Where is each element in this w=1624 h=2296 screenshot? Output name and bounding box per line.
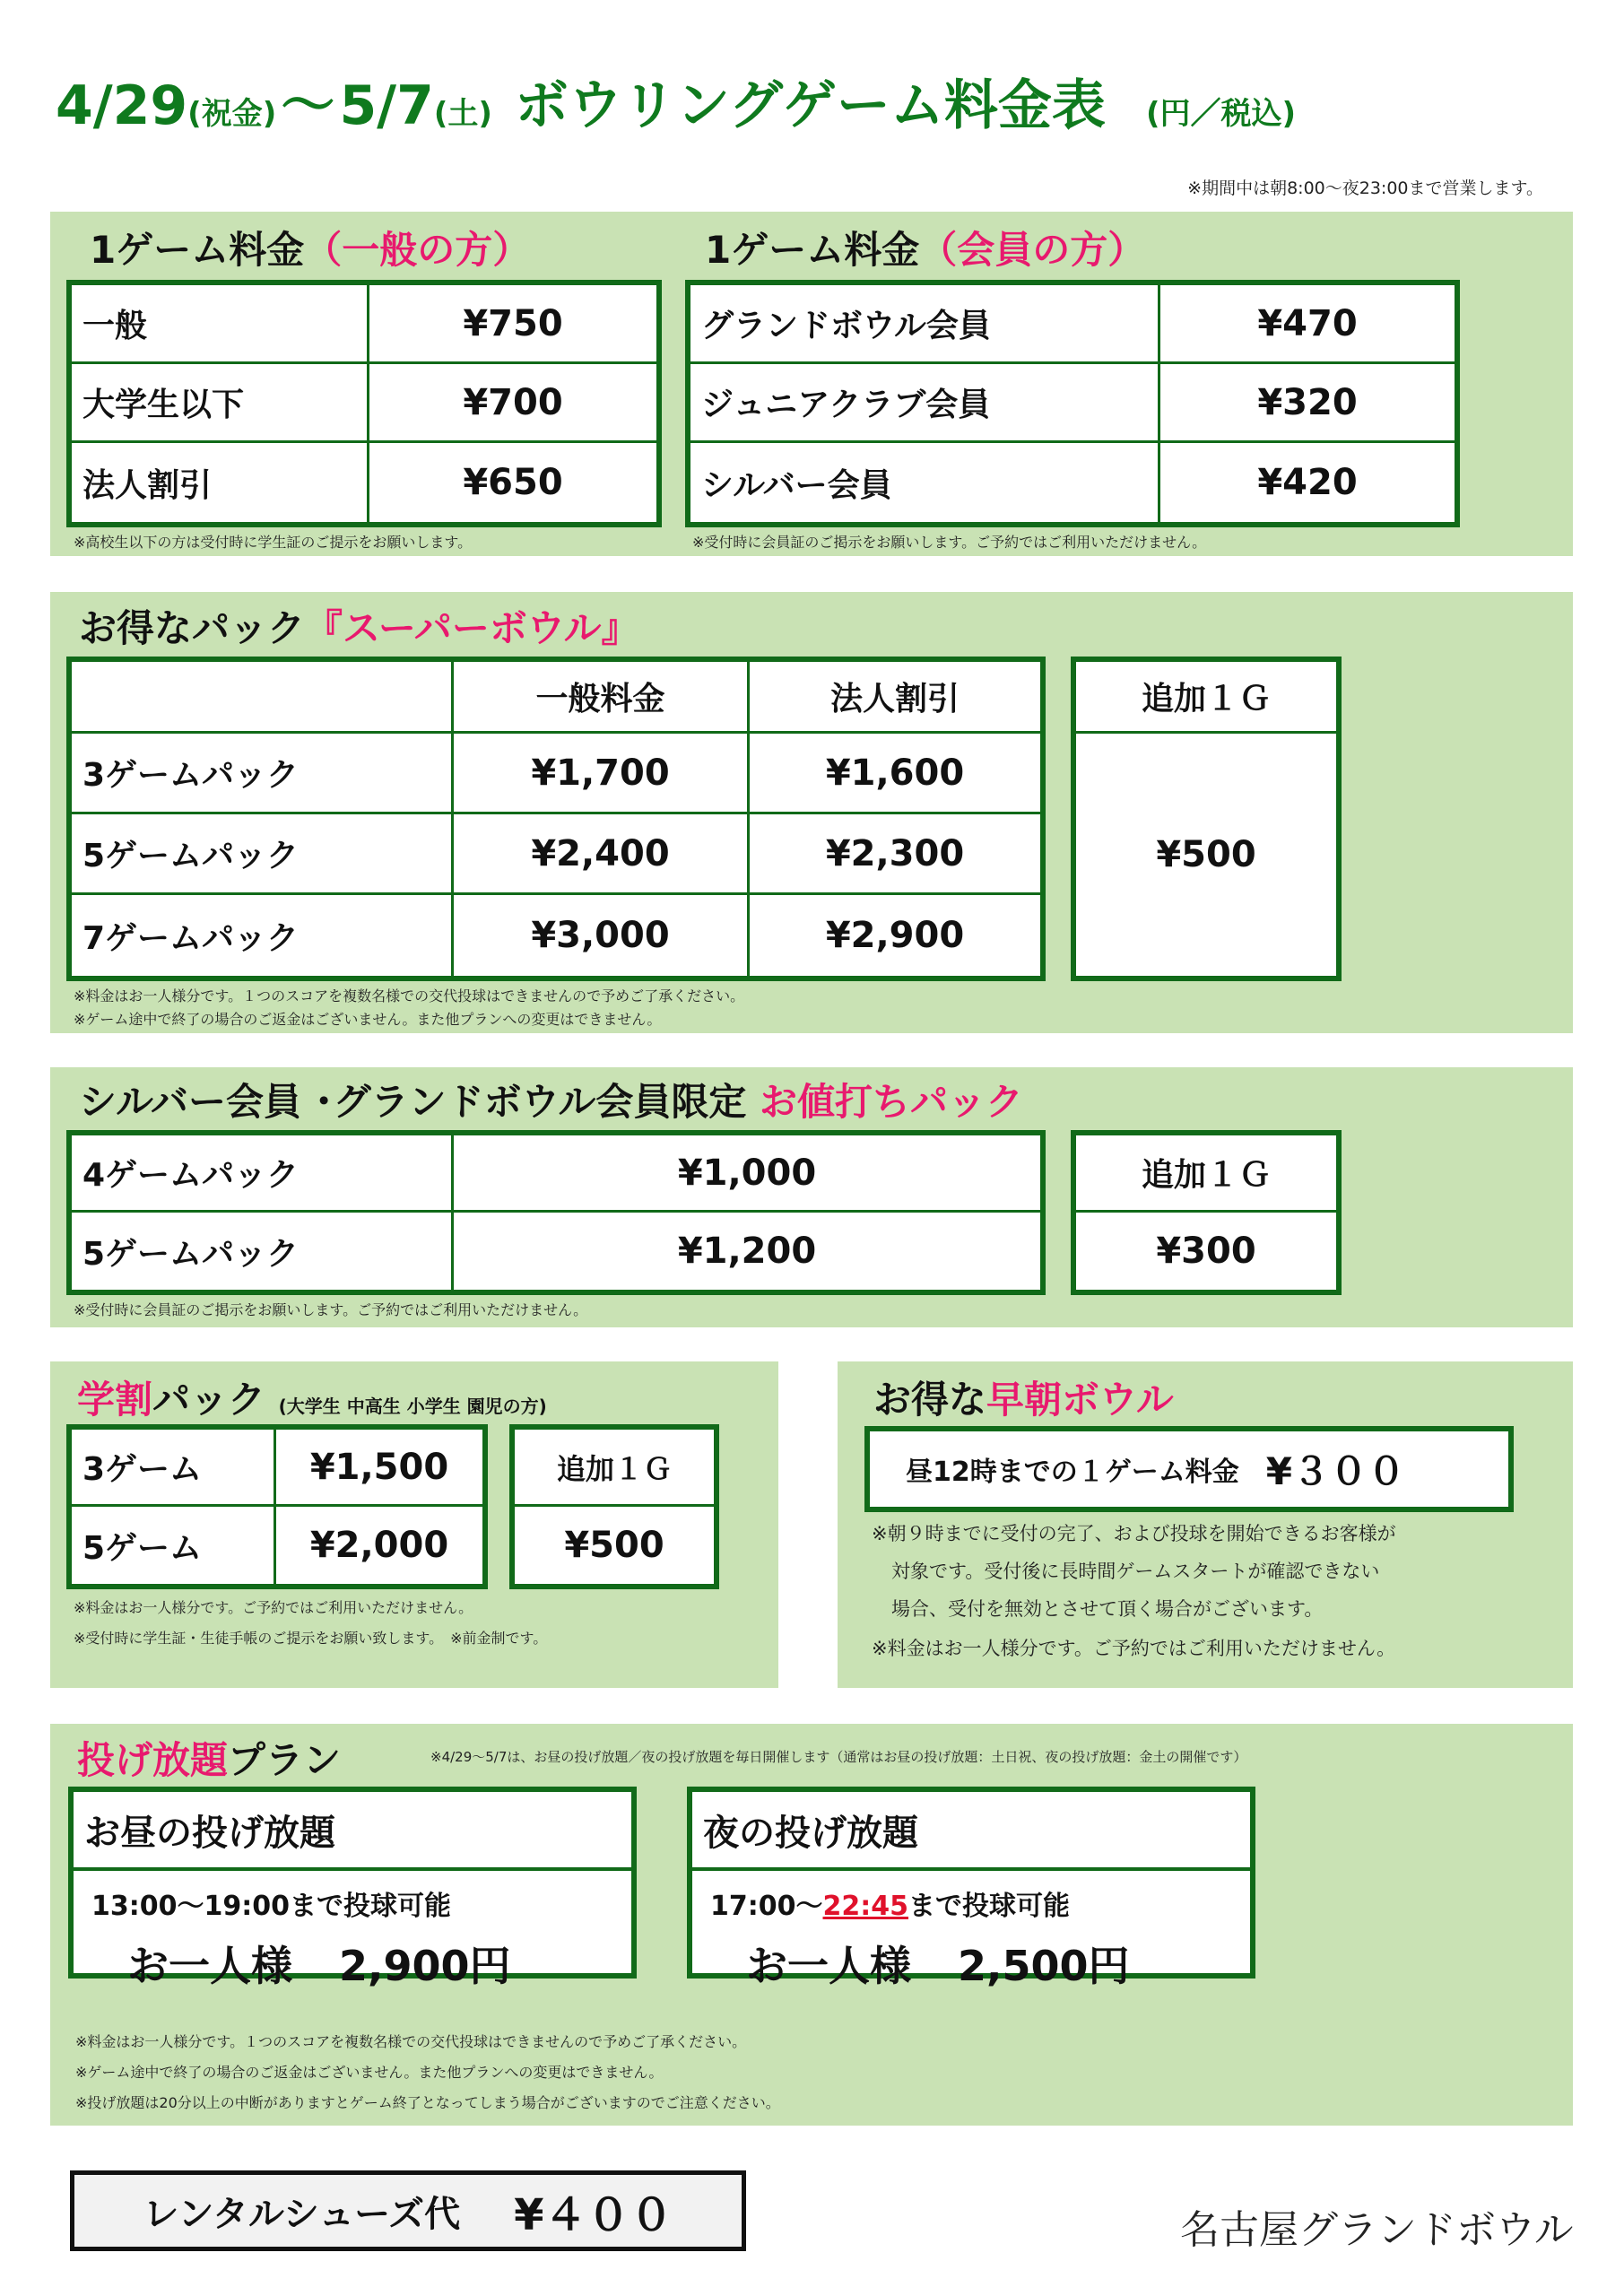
super-bowl-subtitle: 『スーパーボウル』 <box>305 606 639 650</box>
pack-row-general: ¥1,700 <box>454 734 750 814</box>
member-pack-panel <box>50 1067 1573 1327</box>
early-bowl-label: 昼12時までの１ゲーム料金 <box>906 1457 1239 1488</box>
super-bowl-panel <box>50 592 1573 1033</box>
unlimited-note-2: ※ゲーム途中で終了の場合のご返金はございません。また他プランへの変更はできません。 <box>75 2064 664 2081</box>
member-pack-row-label: 4ゲームパック <box>72 1135 454 1213</box>
member-row-price: ¥470 <box>1160 285 1455 364</box>
student-pack-target: (大学生 中高生 小学生 園児の方) <box>278 1396 547 1417</box>
student-pack-title: パック <box>152 1378 266 1422</box>
night-unlimited-price-line <box>692 1923 1250 1993</box>
extra-game-header: 追加１Ｇ <box>1076 662 1336 734</box>
pack-row-label: 5ゲームパック <box>72 814 454 895</box>
single-game-panel <box>50 212 1573 556</box>
general-price-note: ※高校生以下の方は受付時に学生証のご提示をお願いします。 <box>74 534 473 551</box>
pack-row-label: 3ゲームパック <box>72 734 454 814</box>
day-unlimited-price-label: お一人様 <box>127 1942 292 1990</box>
day-unlimited-time: 13:00〜19:00まで投球可能 <box>91 1891 451 1922</box>
early-bowl-note-4: ※料金はお一人様分です。ご予約ではご利用いただけません。 <box>872 1638 1396 1659</box>
early-bowl-price-box <box>864 1426 1514 1512</box>
night-unlimited-title: 夜の投げ放題 <box>692 1792 1250 1871</box>
general-row-price: ¥700 <box>369 364 656 443</box>
extra-game-price: ¥500 <box>1156 834 1256 875</box>
general-price-subtitle: （一般の方） <box>304 228 531 272</box>
super-bowl-note-2: ※ゲーム途中で終了の場合のご返金はございません。また他プランへの変更はできません。 <box>74 1011 662 1028</box>
day-unlimited-box <box>68 1787 637 1990</box>
date-end-note: (土) <box>433 96 492 132</box>
rental-shoes-price: ¥４００ <box>514 2189 673 2240</box>
super-bowl-note-1: ※料金はお一人様分です。１つのスコアを複数名様での交代投球はできませんので予めご了承ください。 <box>74 987 745 1004</box>
member-price-table <box>685 280 1460 527</box>
general-row-label: 一般 <box>72 285 369 364</box>
day-unlimited-title: お昼の投げ放題 <box>74 1792 631 1871</box>
general-row-price: ¥650 <box>463 462 563 503</box>
title-main: ボウリングゲーム料金表 <box>515 74 1106 137</box>
student-extra-price: ¥500 <box>564 1525 664 1566</box>
student-extra-table <box>509 1424 719 1589</box>
unlimited-header-note: ※4/29〜5/7は、お昼の投げ放題／夜の投げ放題を毎日開催します（通常はお昼の投げ放題：土日祝、夜の投げ放題：金土の開催です） <box>430 1749 1247 1765</box>
general-price-title: 1ゲーム料金 <box>90 228 305 272</box>
member-row-price: ¥320 <box>1160 364 1455 443</box>
date-start-note: (祝金) <box>187 96 277 132</box>
page-title <box>56 63 1580 144</box>
day-unlimited-price: 2,900円 <box>339 1942 511 1990</box>
student-note-2: ※受付時に学生証・生徒手帳のご提示をお願い致します。 ※前金制です。 <box>74 1630 548 1647</box>
student-pack-title-pink: 学割 <box>77 1378 153 1422</box>
super-bowl-title: お得なパック <box>79 606 306 650</box>
early-bowl-note-3: 場合、受付を無効とさせて頂く場合がございます。 <box>891 1598 1324 1620</box>
member-pack-note: ※受付時に会員証のご掲示をお願いします。ご予約ではご利用いただけません。 <box>74 1301 588 1318</box>
venue-name: 名古屋グランドボウル <box>1180 2207 1574 2253</box>
general-price-heading <box>90 221 530 274</box>
member-row-label: シルバー会員 <box>690 443 1160 522</box>
night-unlimited-price: 2,500円 <box>958 1942 1130 1990</box>
student-pack-heading <box>77 1370 547 1424</box>
student-pack-panel <box>50 1361 778 1688</box>
student-pack-table <box>66 1424 488 1589</box>
early-bowl-title-pink: 早朝ボウル <box>986 1378 1174 1422</box>
member-price-title: 1ゲーム料金 <box>705 228 920 272</box>
student-row-price: ¥2,000 <box>309 1525 449 1566</box>
pack-row-corporate: ¥1,600 <box>750 734 1040 814</box>
member-row-label: ジュニアクラブ会員 <box>690 364 1160 443</box>
night-unlimited-time-line <box>692 1871 1250 1923</box>
general-price-table <box>66 280 662 527</box>
pack-row-general: ¥3,000 <box>454 895 750 976</box>
early-bowl-title: お得な <box>873 1378 987 1422</box>
pack-row-corporate: ¥2,300 <box>750 814 1040 895</box>
student-row-price: ¥1,500 <box>276 1430 482 1507</box>
title-unit: (円／税込) <box>1145 96 1297 132</box>
super-bowl-extra-table <box>1071 657 1342 981</box>
night-unlimited-box <box>687 1787 1255 1990</box>
member-pack-subtitle: お値打ちパック <box>760 1080 1024 1124</box>
unlimited-title: プラン <box>228 1738 342 1782</box>
super-bowl-heading <box>79 599 639 653</box>
student-extra-header: 追加１Ｇ <box>515 1430 714 1507</box>
member-pack-heading <box>79 1073 1023 1126</box>
rental-shoes-box <box>70 2170 746 2251</box>
member-pack-row-price: ¥1,200 <box>677 1231 817 1272</box>
col-general-header: 一般料金 <box>454 662 750 734</box>
date-tilde: 〜 <box>281 74 335 137</box>
unlimited-heading <box>77 1731 341 1785</box>
pack-row-corporate: ¥2,900 <box>825 915 965 956</box>
early-bowl-heading <box>873 1370 1174 1424</box>
member-price-note: ※受付時に会員証のご掲示をお願いします。ご予約ではご利用いただけません。 <box>692 534 1207 551</box>
student-note-1: ※料金はお一人様分です。ご予約ではご利用いただけません。 <box>74 1599 473 1616</box>
super-bowl-table <box>66 657 1046 981</box>
night-unlimited-time-rest: まで投球可能 <box>908 1891 1070 1922</box>
date-end: 5/7 <box>339 74 434 137</box>
general-row-label: 大学生以下 <box>72 364 369 443</box>
early-bowl-note-2: 対象です。受付後に長時間ゲームスタートが確認できない <box>891 1561 1380 1582</box>
member-pack-extra-table <box>1071 1130 1342 1295</box>
night-unlimited-price-label: お一人様 <box>746 1942 911 1990</box>
member-price-subtitle: （会員の方） <box>919 228 1146 272</box>
super-bowl-header-blank <box>72 662 454 734</box>
student-row-label: 3ゲーム <box>72 1430 276 1507</box>
general-row-label: 法人割引 <box>72 443 369 522</box>
night-unlimited-time-start: 17:00〜 <box>710 1891 823 1922</box>
early-bowl-note-1: ※朝９時までに受付の完了、および投球を開始できるお客様が <box>872 1523 1396 1544</box>
date-start: 4/29 <box>56 74 188 137</box>
night-unlimited-time-end: 22:45 <box>822 1891 908 1922</box>
col-corporate-header: 法人割引 <box>750 662 1040 734</box>
rental-shoes-label: レンタルシューズ代 <box>143 2193 461 2235</box>
member-pack-row-price: ¥1,000 <box>454 1135 1040 1213</box>
pack-row-label: 7ゲームパック <box>72 895 454 976</box>
member-row-label: グランドボウル会員 <box>690 285 1160 364</box>
unlimited-note-3: ※投げ放題は20分以上の中断がありますとゲーム終了となってしまう場合がございますのでご注意ください。 <box>75 2094 780 2111</box>
member-pack-table <box>66 1130 1046 1295</box>
early-bowl-panel <box>838 1361 1573 1688</box>
general-row-price: ¥750 <box>369 285 656 364</box>
student-row-label: 5ゲーム <box>72 1507 276 1584</box>
early-bowl-price: ¥３００ <box>1265 1449 1405 1493</box>
hours-note: ※期間中は朝8:00〜夜23:00まで営業します。 <box>1187 178 1543 198</box>
pack-row-general: ¥2,400 <box>454 814 750 895</box>
unlimited-panel <box>50 1724 1573 2126</box>
unlimited-note-1: ※料金はお一人様分です。１つのスコアを複数名様での交代投球はできませんので予めご了承ください。 <box>75 2033 747 2050</box>
member-extra-header: 追加１Ｇ <box>1076 1135 1336 1213</box>
member-extra-price: ¥300 <box>1156 1231 1256 1272</box>
member-pack-title: シルバー会員 ･グランドボウル会員限定 <box>79 1080 747 1124</box>
unlimited-title-pink: 投げ放題 <box>77 1738 229 1782</box>
member-price-heading <box>705 221 1145 274</box>
member-pack-row-label: 5ゲームパック <box>72 1213 454 1290</box>
day-unlimited-price-line <box>74 1923 631 1993</box>
member-row-price: ¥420 <box>1257 462 1358 503</box>
